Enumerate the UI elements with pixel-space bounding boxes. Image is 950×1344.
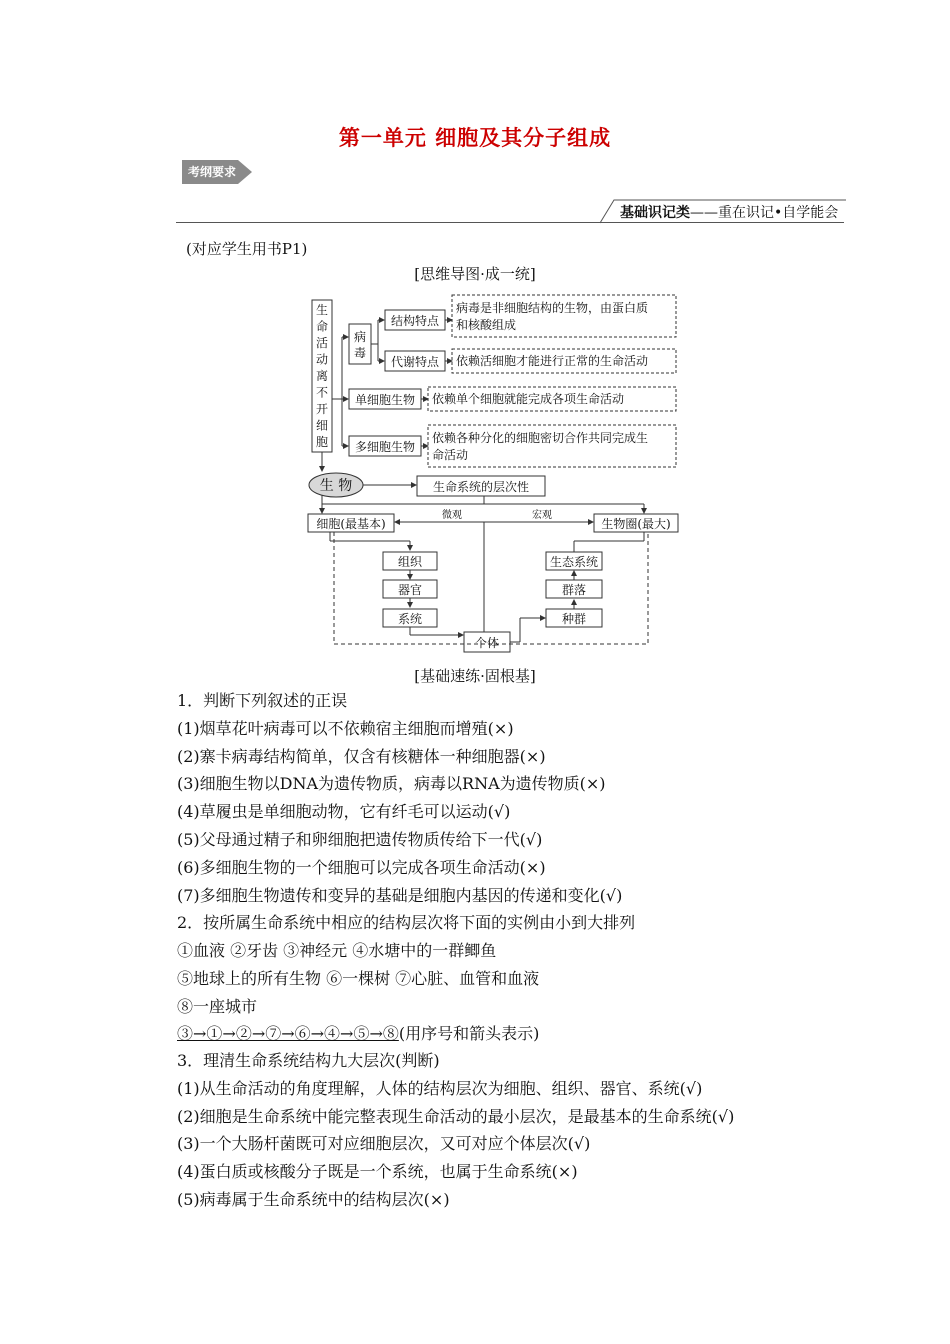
ecosystem-label: 生态系统 [549, 555, 599, 569]
metabolism-label: 代谢特点 [390, 355, 440, 369]
metabolism-desc: 依赖活细胞才能进行正常的生命活动 [456, 354, 649, 368]
macro-label: 宏观 [532, 510, 552, 521]
multi-cell-desc-line2: 命活动 [432, 448, 469, 462]
root-label: 生命活动离不开细胞 [315, 303, 329, 449]
single-cell-label: 单细胞生物 [354, 393, 416, 407]
answer-note: (用序号和箭头表示) [398, 1024, 540, 1043]
section-category: 基础识记类 [620, 205, 690, 221]
exam-requirement-tag [182, 160, 254, 184]
text-line-b-5: (5)病毒属于生命系统中的结构层次(×) [177, 1190, 450, 1209]
text-line-b-0: 3．理清生命系统结构九大层次(判断) [177, 1051, 440, 1070]
structure-desc-line2: 和核酸组成 [456, 318, 517, 332]
single-cell-desc: 依赖单个细胞就能完成各项生命活动 [432, 392, 625, 406]
header-rule [176, 222, 844, 223]
multi-cell-label: 多细胞生物 [354, 440, 416, 454]
practice-heading: [基础速练·固根基] [414, 667, 536, 685]
levels-label: 生命系统的层次性 [432, 480, 530, 494]
cell-label: 细胞(最基本) [316, 517, 386, 531]
biosphere-label: 生物圈(最大) [601, 517, 671, 531]
answer-sequence: ③→①→②→⑦→⑥→④→⑤→⑧ [177, 1024, 399, 1043]
tissue-label: 组织 [397, 555, 423, 569]
population-label: 种群 [561, 612, 587, 626]
tag-label: 考纲要求 [188, 165, 237, 179]
virus-label-1: 病 [353, 330, 367, 344]
text-line-1: (1)烟草花叶病毒可以不依赖宿主细胞而增殖(×) [177, 718, 514, 738]
text-line-2: (2)寨卡病毒结构简单，仅含有核糖体一种细胞器(×) [177, 746, 546, 766]
organ-label: 器官 [397, 583, 423, 597]
text-line-b-4: (4)蛋白质或核酸分子既是一个系统，也属于生命系统(×) [177, 1162, 578, 1182]
section-header [598, 198, 848, 224]
text-line-10: ⑤地球上的所有生物 ⑥一棵树 ⑦心脏、血管和血液 [177, 969, 540, 988]
text-line-b-3: (3)一个大肠杆菌既可对应细胞层次，又可对应个体层次(√) [177, 1134, 591, 1154]
micro-label: 微观 [442, 510, 462, 521]
mindmap-diagram [300, 290, 690, 656]
community-label: 群落 [561, 583, 587, 597]
virus-label-2: 毒 [353, 346, 367, 360]
system-label: 系统 [397, 612, 423, 626]
textbook-reference: (对应学生用书P1) [186, 240, 308, 258]
text-line-8: 2．按所属生命系统中相应的结构层次将下面的实例由小到大排列 [177, 913, 636, 933]
text-line-0: 1．判断下列叙述的正误 [177, 691, 348, 710]
organism-label: 生 物 [319, 478, 353, 494]
text-line-11: ⑧一座城市 [177, 996, 258, 1016]
text-line-4: (4)草履虫是单细胞动物，它有纤毛可以运动(√) [177, 802, 511, 822]
text-line-b-2: (2)细胞是生命系统中能完整表现生命活动的最小层次，是最基本的生命系统(√) [177, 1106, 735, 1126]
text-line-9: ①血液 ②牙齿 ③神经元 ④水塘中的一群鲫鱼 [177, 941, 497, 961]
text-line-3: (3)细胞生物以DNA为遗传物质，病毒以RNA为遗传物质(×) [177, 774, 606, 794]
multi-cell-desc-line1: 依赖各种分化的细胞密切合作共同完成生 [432, 431, 649, 445]
text-line-6: (6)多细胞生物的一个细胞可以完成各项生命活动(×) [177, 857, 546, 877]
answer-line [177, 1021, 539, 1044]
structure-desc-line1: 病毒是非细胞结构的生物，由蛋白质 [456, 301, 649, 315]
mindmap-heading: [思维导图·成一统] [414, 265, 536, 283]
section-subtitle: ——重在识记•自学能会 [690, 205, 839, 221]
structure-label: 结构特点 [390, 314, 440, 328]
individual-label: 个体 [474, 636, 500, 650]
text-line-5: (5)父母通过精子和卵细胞把遗传物质传给下一代(√) [177, 830, 543, 849]
text-line-7: (7)多细胞生物遗传和变异的基础是细胞内基因的传递和变化(√) [177, 885, 623, 905]
text-line-b-1: (1)从生命活动的角度理解，人体的结构层次为细胞、组织、器官、系统(√) [177, 1078, 703, 1098]
page-title: 第一单元 细胞及其分子组成 [338, 125, 612, 150]
